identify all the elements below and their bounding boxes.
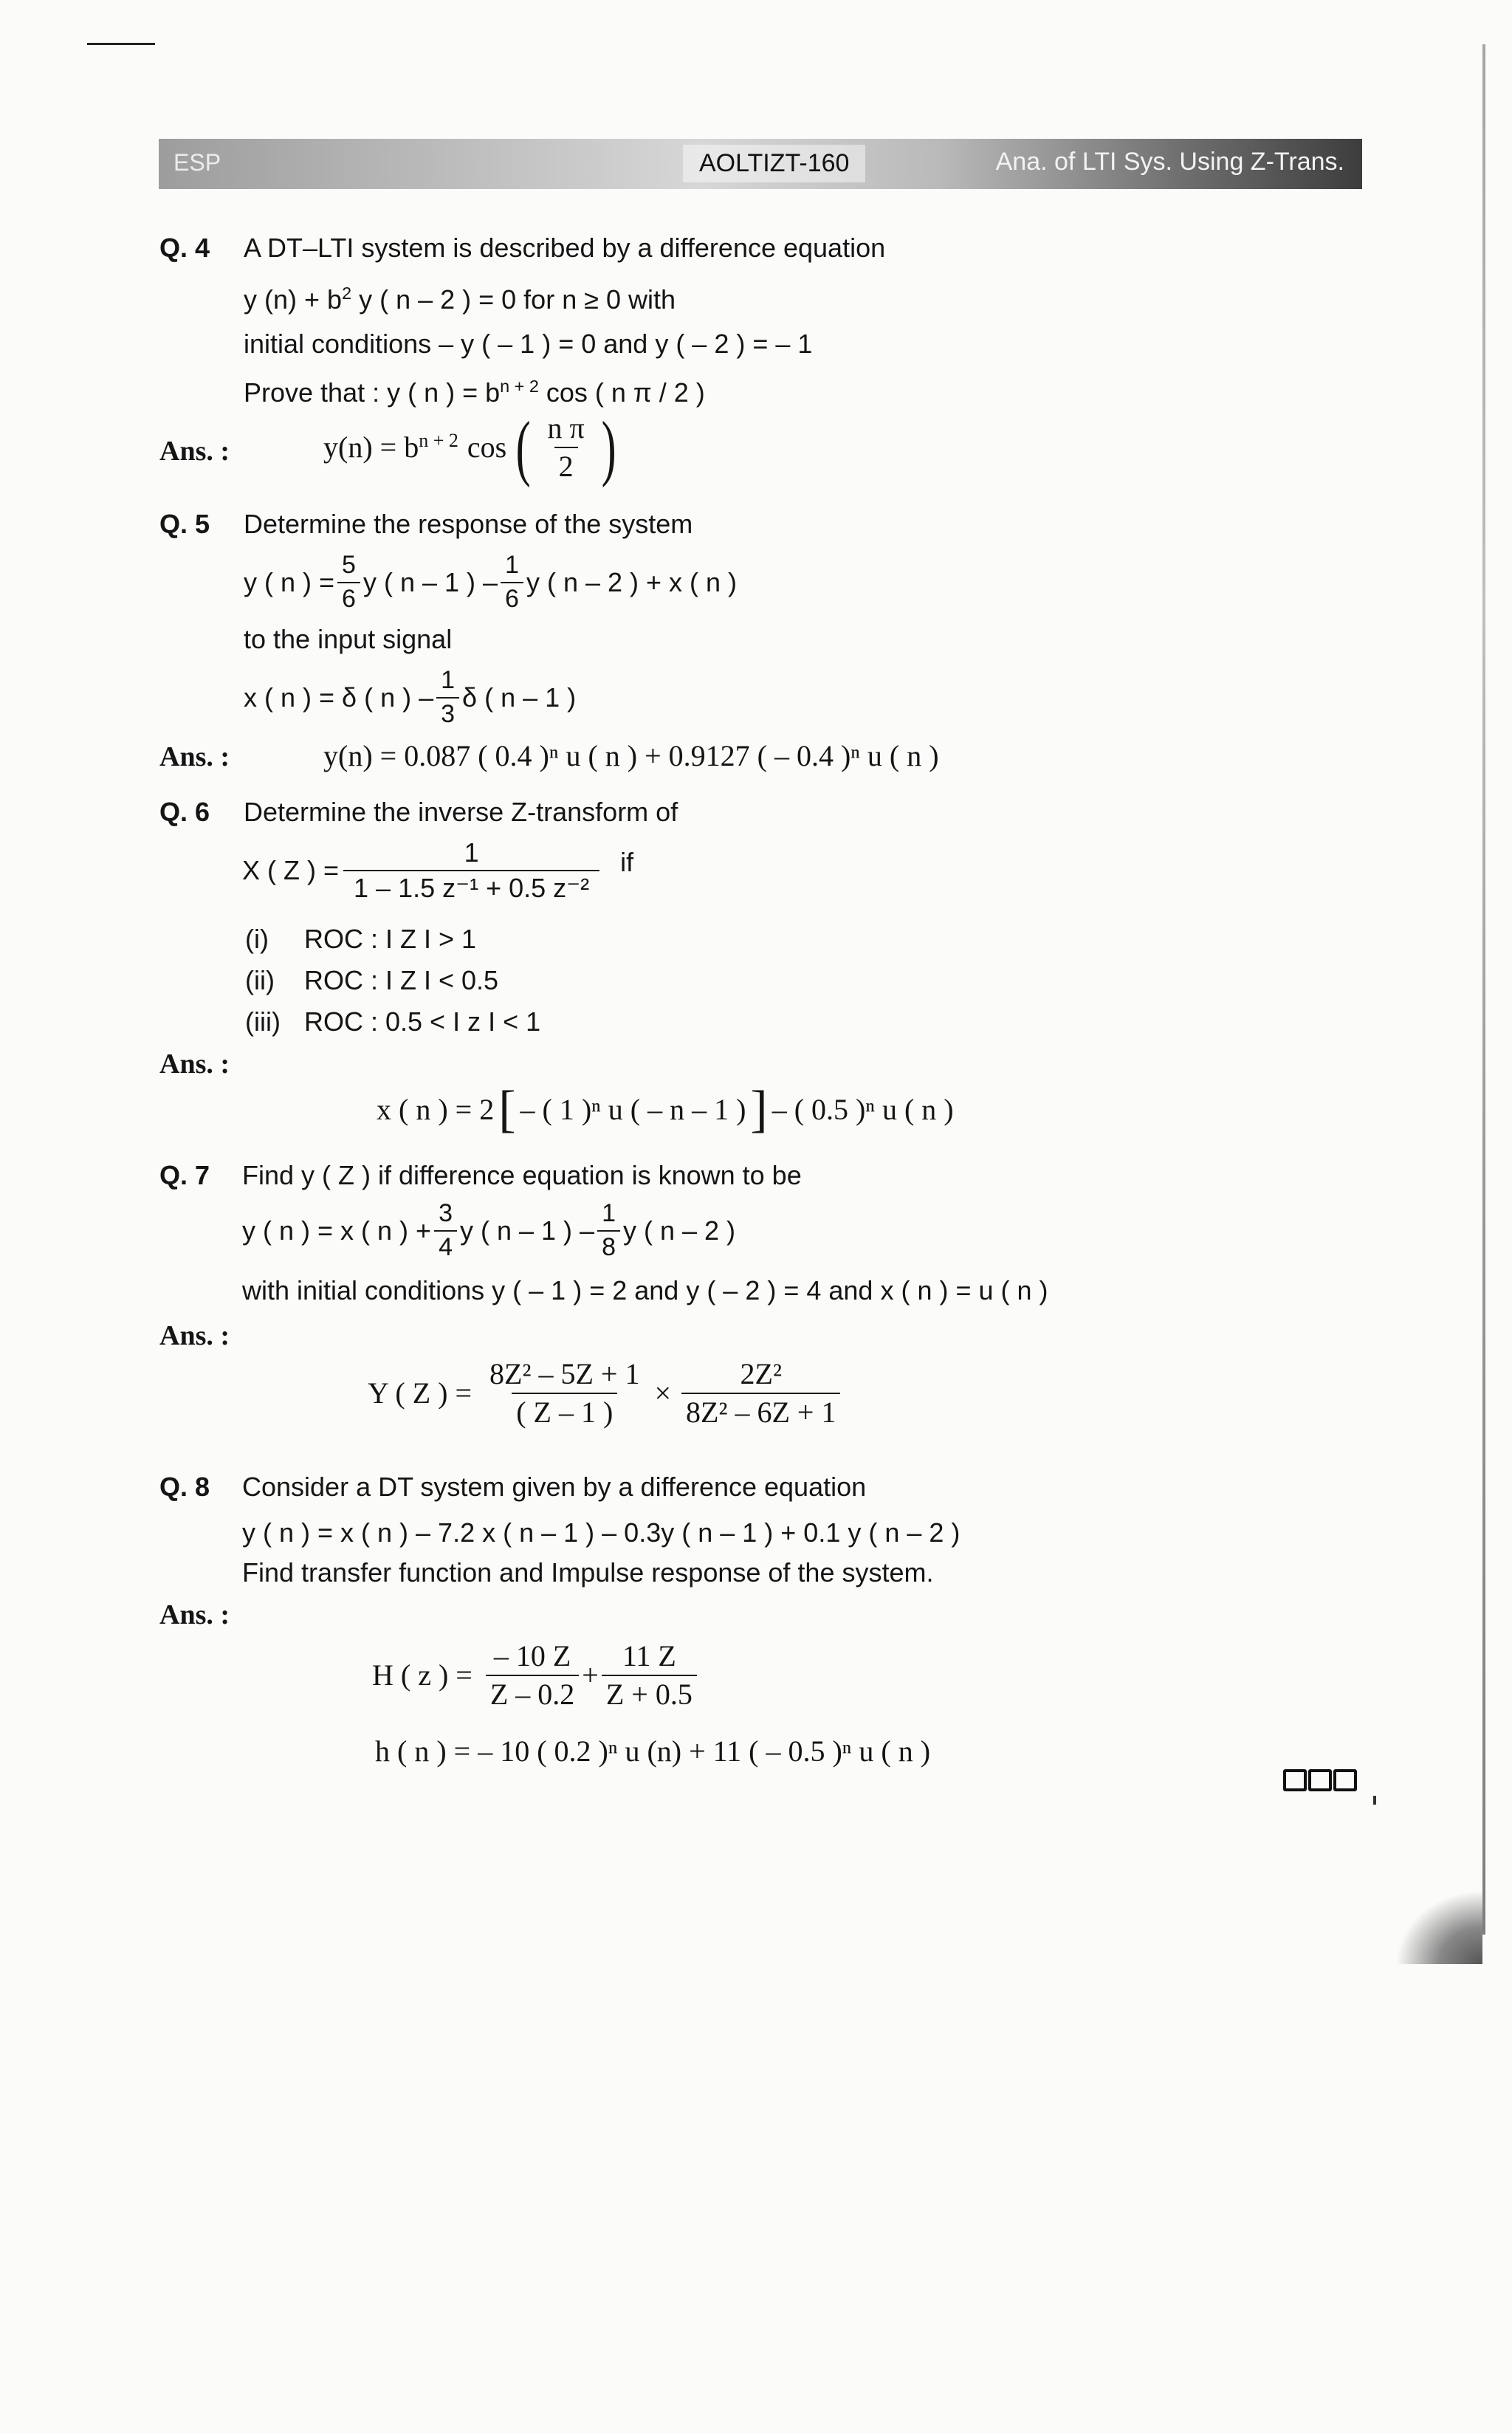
q5-ans-label: Ans. : xyxy=(159,741,230,772)
q5-input-label: to the input signal xyxy=(244,624,453,654)
q6-number: Q. 6 xyxy=(159,797,210,827)
q8-impulse-response: h ( n ) = – 10 ( 0.2 )ⁿ u (n) + 11 ( – 0.5 )ⁿ u ( n ) xyxy=(375,1734,931,1768)
q8-number: Q. 8 xyxy=(159,1472,210,1502)
q6-transform: X ( Z ) = $\frac{1}{\text{1 – 1.5 z⁻¹ + 0.5 z⁻²}}$ if xyxy=(242,837,634,903)
q7-question: Find y ( Z ) if difference equation is known to be xyxy=(242,1160,802,1190)
q8-question: Consider a DT system given by a difference equation xyxy=(242,1472,867,1502)
q8-transfer-function: H ( z ) = $\frac{- 10 Z}{Z - 0.2}$ + $\frac{11 Z}{Z + 0.5}$ xyxy=(372,1641,700,1710)
header-code: AOLTIZT-160 xyxy=(683,145,865,182)
header-band xyxy=(159,139,1362,189)
roc-option-3: (iii) ROC : 0.5 < I z I < 1 xyxy=(245,1006,541,1037)
roc-option-1: (i) ROC : I Z I > 1 xyxy=(245,924,477,954)
q8-ans-label: Ans. : xyxy=(159,1599,230,1630)
q8-equation: y ( n ) = x ( n ) – 7.2 x ( n – 1 ) – 0.3y ( n – 1 ) + 0.1 y ( n – 2 ) xyxy=(242,1517,961,1548)
q8-task: Find transfer function and Impulse response of the system. xyxy=(242,1557,934,1588)
q4-ans-label: Ans. : xyxy=(159,436,230,467)
roc-option-2: (ii) ROC : I Z I < 0.5 xyxy=(245,965,499,995)
header-left-text: ESP xyxy=(173,149,221,176)
q4-number: Q. 4 xyxy=(159,233,210,263)
page-edge-blob xyxy=(1395,1890,1482,1964)
q4-question: A DT–LTI system is described by a difference equation xyxy=(244,233,886,263)
q4-initial-conditions: initial conditions – y ( – 1 ) = 0 and y ( – 2 ) = – 1 xyxy=(244,329,813,359)
q7-answer: Y ( Z ) = $\frac{\text{8Z² – 5Z + 1}}{( Z - 1 )}$ × $\frac{\text{2Z²}}{\text{8Z² – 6Z + 1}}$ xyxy=(368,1359,843,1428)
q7-ans-label: Ans. : xyxy=(159,1320,230,1351)
q7-equation: y ( n ) = x ( n ) + $\frac{3}{4}$ y ( n – 1 ) – $\frac{1}{8}$ y ( n – 2 ) xyxy=(242,1199,736,1261)
q6-ans-label: Ans. : xyxy=(159,1049,230,1080)
q5-answer: y(n) = 0.087 ( 0.4 )ⁿ u ( n ) + 0.9127 ( – 0.4 )ⁿ u ( n ) xyxy=(323,739,939,772)
q6-answer: x ( n ) = 2 [ – ( 1 )ⁿ u ( – n – 1 ) ] – ( 0.5 )ⁿ u ( n ) xyxy=(377,1081,954,1138)
q6-question: Determine the inverse Z-transform of xyxy=(244,797,678,827)
q4-prove-statement: Prove that : y ( n ) = $b^{n + 2}$ cos ( n π / 2 ) xyxy=(244,377,705,408)
q5-question: Determine the response of the system xyxy=(244,509,693,539)
header-topic: Ana. of LTI Sys. Using Z-Trans. xyxy=(995,148,1344,176)
q4-answer: y(n) = b $^{n + 2}$ cos ( $\frac{\text{n π}}{2}$ ) xyxy=(323,406,616,488)
q5-number: Q. 5 xyxy=(159,509,210,539)
page-edge-shadow xyxy=(1482,44,1485,1935)
scan-mark xyxy=(87,43,155,45)
q7-number: Q. 7 xyxy=(159,1160,210,1190)
q4-equation: y $(n) + b^2$ y ( n – 2 ) = 0 for n ≥ 0 with xyxy=(244,284,676,315)
q7-initial-conditions: with initial conditions y ( – 1 ) = 2 and y ( – 2 ) = 4 and x ( n ) = u ( n ) xyxy=(242,1275,1048,1305)
q5-input-signal: x ( n ) = δ ( n ) – $\frac{1}{3}$ δ ( n – 1 ) xyxy=(244,666,577,728)
q5-equation: y ( n ) = $\frac{5}{6}$ y ( n – 1 ) – $\frac{1}{6}$ y ( n – 2 ) + x ( n ) xyxy=(244,551,738,613)
scan-mark xyxy=(1373,1796,1376,1805)
end-of-section-marker xyxy=(1283,1769,1357,1791)
